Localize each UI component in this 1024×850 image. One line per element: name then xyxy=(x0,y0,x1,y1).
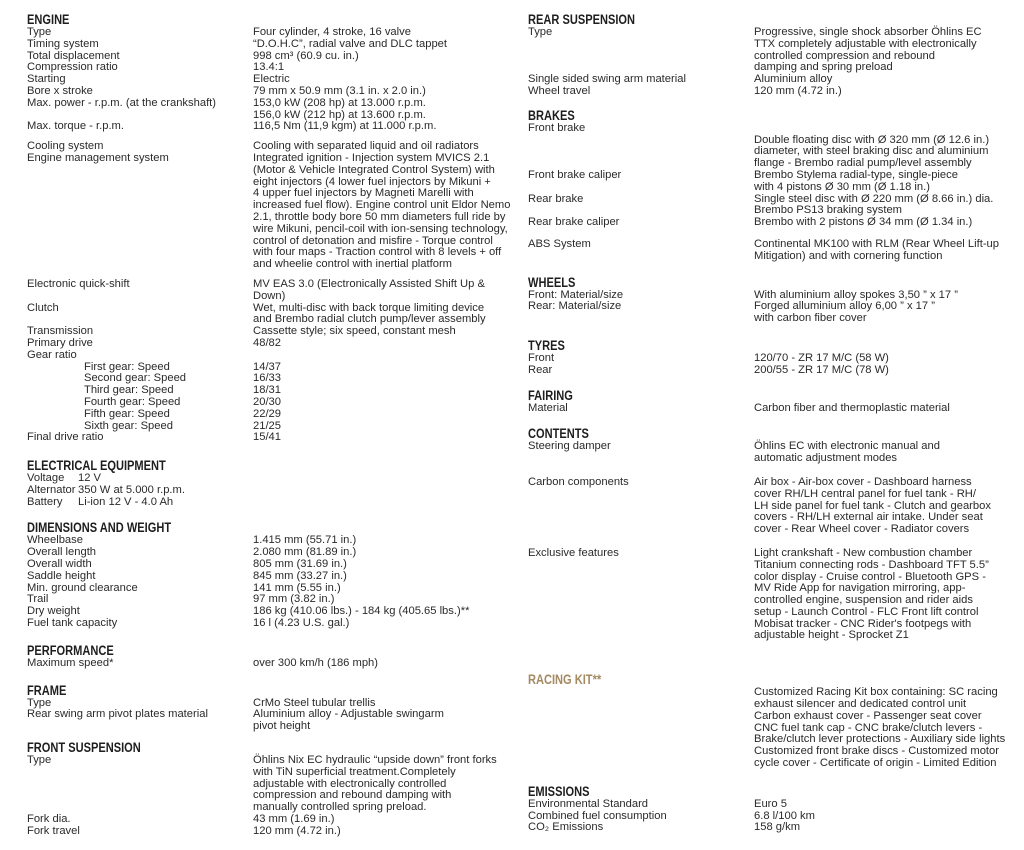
spec-label: Starting xyxy=(27,73,66,86)
spec-label: Overall length xyxy=(27,546,97,559)
spec-value: Brembo with 2 pistons Ø 34 mm (Ø 1.34 in.) xyxy=(754,216,973,229)
spec-label: CO₂ Emissions xyxy=(528,821,604,834)
spec-label: Min. ground clearance xyxy=(27,581,138,594)
section-heading: WHEELS xyxy=(528,274,576,290)
spec-value: Cooling with separated liquid and oil radiators xyxy=(253,140,479,153)
spec-label: Second gear: Speed xyxy=(84,372,187,385)
spec-value: With aluminium alloy spokes 3,50 ” x 17 ” xyxy=(754,288,958,301)
spec-row xyxy=(528,239,1020,263)
spec-value: Aluminium alloy xyxy=(754,73,833,86)
spec-label: Type xyxy=(27,754,52,767)
spec-row xyxy=(27,279,517,303)
spec-value: Customized Racing Kit box containing: SC racing exhaust silencer and dedicated control unit Carbon exhaust cover - Passenger seat cover CNC fuel tank cap - CNC brake/clutch levers - Brake/clutch lever protections - Auxiliary side lights Customized front brake discs - Customized motor cycle cover - Certificate of origin - Limited Edition xyxy=(754,686,1006,770)
spec-row xyxy=(27,303,517,327)
right-spec-column xyxy=(528,12,1020,834)
spec-label: First gear: Speed xyxy=(84,360,170,373)
spec-label: Exclusive features xyxy=(528,546,619,559)
spec-value: Öhlins Nix EC hydraulic “upside down” front forks with TiN superficial treatment.Completely adjustable with electronically controlled compression and rebound damping with manually controlled spring preload. xyxy=(253,754,497,814)
spec-value: Single steel disc with Ø 220 mm (Ø 8.66 in.) dia. Brembo PS13 braking system xyxy=(754,192,994,217)
spec-value: 13.4:1 xyxy=(253,61,285,74)
spec-label: Total displacement xyxy=(27,49,120,62)
section-rear-suspension xyxy=(528,12,1020,98)
spec-label: Overall width xyxy=(27,558,92,571)
spec-label: Gear ratio xyxy=(27,348,77,361)
spec-value: Electric xyxy=(253,73,290,86)
spec-row xyxy=(27,755,517,814)
spec-value: 48/82 xyxy=(253,336,281,349)
spec-label: Bore x stroke xyxy=(27,84,93,97)
spec-label: Carbon components xyxy=(528,475,629,488)
spec-value: 16/33 xyxy=(253,372,281,385)
spec-label: Saddle height xyxy=(27,569,96,582)
section-heading: REAR SUSPENSION xyxy=(528,12,636,27)
spec-label: Single sided swing arm material xyxy=(528,73,686,86)
spec-value: 79 mm x 50.9 mm (3.1 in. x 2.0 in.) xyxy=(253,84,426,97)
spec-value: 6.8 l/100 km xyxy=(754,809,815,822)
spec-label: Wheelbase xyxy=(27,534,83,547)
spec-label: Primary drive xyxy=(27,336,93,349)
spec-row xyxy=(27,39,517,51)
spec-row xyxy=(528,27,1020,74)
spec-label: Alternator xyxy=(27,483,76,496)
spec-value: 186 kg (410.06 lbs.) - 184 kg (405.65 lbs.)** xyxy=(253,605,470,618)
spec-value: “D.O.H.C”, radial valve and DLC tappet xyxy=(253,37,447,50)
spec-value: 158 g/km xyxy=(754,821,801,834)
spec-value: 998 cm³ (60.9 cu. in.) xyxy=(253,49,359,62)
section-dimensions-and-weight xyxy=(27,520,517,629)
spec-label: Max. torque - r.p.m. xyxy=(27,120,124,133)
spec-label: Combined fuel consumption xyxy=(528,809,667,822)
spec-row xyxy=(528,170,1020,194)
spec-label: Rear brake xyxy=(528,192,584,205)
spec-value: Forged alluminium alloy 6,00 ” x 17 ” with carbon fiber cover xyxy=(754,300,935,325)
spec-label: Engine management system xyxy=(27,151,169,164)
spec-label: Fork dia. xyxy=(27,813,71,826)
spec-row xyxy=(27,397,517,409)
spec-label: Transmission xyxy=(27,325,94,338)
spec-label: Wheel travel xyxy=(528,84,591,97)
spec-value: 120 mm (4.72 in.) xyxy=(253,824,341,837)
spec-row xyxy=(528,353,1020,365)
spec-label: Rear swing arm pivot plates material xyxy=(27,708,208,721)
spec-value: 12 V xyxy=(78,472,102,485)
section-heading: CONTENTS xyxy=(528,426,589,442)
spec-label: Material xyxy=(528,401,568,414)
spec-row xyxy=(27,350,517,362)
spec-label: Third gear: Speed xyxy=(84,384,174,397)
spec-value: 805 mm (31.69 in.) xyxy=(253,558,347,571)
spec-label: Front brake caliper xyxy=(528,168,622,181)
spec-row xyxy=(27,98,517,122)
spec-value: MV EAS 3.0 (Electronically Assisted Shift Up & Down) xyxy=(253,277,485,302)
spec-label: Clutch xyxy=(27,301,59,314)
spec-label: Type xyxy=(27,26,52,38)
spec-label: Fork travel xyxy=(27,824,80,837)
spec-value: 97 mm (3.82 in.) xyxy=(253,593,335,606)
spec-value: 120/70 - ZR 17 M/C (58 W) xyxy=(754,351,889,364)
spec-value: Air box - Air-box cover - Dashboard harness cover RH/LH central panel for fuel tank - RH/ LH side panel for fuel tank - Clutch and gearbox covers - RH/LH external air intake. Under seat cover - Rear Wheel cover - Radiator covers xyxy=(754,475,991,536)
spec-value: Progressive, single shock absorber Öhlins EC TTX completely adjustable with electronically controlled compression and rebound damping and spring preload xyxy=(754,26,982,74)
spec-label: Cooling system xyxy=(27,140,104,153)
spec-value: 15/41 xyxy=(253,431,281,444)
spec-row xyxy=(528,123,1020,135)
spec-value: 14/37 xyxy=(253,360,281,373)
section-emissions xyxy=(528,784,1020,834)
spec-value: over 300 km/h (186 mph) xyxy=(253,656,378,669)
spec-value: 1.415 mm (55.71 in.) xyxy=(253,534,357,547)
spec-label: Steering damper xyxy=(528,440,611,453)
spec-row xyxy=(27,497,517,509)
spec-row xyxy=(27,153,517,271)
spec-row xyxy=(528,194,1020,218)
spec-value xyxy=(754,123,1020,135)
spec-label: Max. power - r.p.m. (at the crankshaft) xyxy=(27,96,217,109)
spec-value: 18/31 xyxy=(253,384,281,397)
spec-row xyxy=(528,548,1020,642)
spec-label: Electronic quick-shift xyxy=(27,277,130,290)
spec-label: Environmental Standard xyxy=(528,797,649,810)
spec-value: 2.080 mm (81.89 in.) xyxy=(253,546,357,559)
spec-value: 116,5 Nm (11,9 kgm) at 11.000 r.p.m. xyxy=(253,120,437,133)
spec-label: Sixth gear: Speed xyxy=(84,419,173,432)
spec-label: Fifth gear: Speed xyxy=(84,407,170,420)
spec-label: Timing system xyxy=(27,37,99,50)
left-spec-column xyxy=(27,12,517,838)
spec-row xyxy=(27,618,517,630)
section-fairing xyxy=(528,388,1020,415)
spec-value: 20/30 xyxy=(253,395,281,408)
spec-value: Brembo Stylema radial-type, single-piece with 4 pistons Ø 30 mm (Ø 1.18 in.) xyxy=(754,168,958,193)
section-racing-kit xyxy=(528,672,1020,770)
spec-label: Compression ratio xyxy=(27,61,118,74)
section-heading: TYRES xyxy=(528,337,565,353)
spec-value: 845 mm (33.27 in.) xyxy=(253,569,347,582)
spec-value: Öhlins EC with electronic manual and automatic adjustment modes xyxy=(754,440,940,465)
spec-value: Euro 5 xyxy=(754,797,787,810)
spec-value: 16 l (4.23 U.S. gal.) xyxy=(253,617,350,630)
spec-value: Aluminium alloy - Adjustable swingarm pivot height xyxy=(253,708,444,733)
spec-label: Type xyxy=(27,696,52,709)
spec-value: 43 mm (1.69 in.) xyxy=(253,813,335,826)
spec-row xyxy=(528,822,1020,834)
spec-row xyxy=(27,338,517,350)
spec-row xyxy=(528,477,1020,536)
spec-label: Front xyxy=(528,351,555,364)
section-heading: PERFORMANCE xyxy=(27,642,114,658)
spec-value: Four cylinder, 4 stroke, 16 valve xyxy=(253,26,411,38)
section-contents xyxy=(528,426,1020,642)
spec-value: Carbon fiber and thermoplastic material xyxy=(754,401,950,414)
spec-value: CrMo Steel tubular trellis xyxy=(253,696,376,709)
section-engine xyxy=(27,12,517,444)
spec-value: 350 W at 5.000 r.p.m. xyxy=(78,483,185,496)
spec-value: Double floating disc with Ø 320 mm (Ø 12.6 in.) diameter, with steel braking disc and aluminium flange - Brembo radial pump/level assembly xyxy=(754,133,990,170)
spec-label: Front brake xyxy=(528,121,586,134)
spec-label: Rear xyxy=(528,363,553,376)
spec-row xyxy=(528,86,1020,98)
spec-value xyxy=(253,350,517,362)
section-front-suspension xyxy=(27,740,517,838)
spec-value: Integrated ignition - Injection system MVICS 2.1 (Motor & Vehicle Integrated Control System) with eight injectors (4 lower fuel injectors by Mikuni + 4 upper fuel injectors by Magneti Marelli with increased fuel flow). Engine control unit Eldor Nemo 2.1, throttle body bore 50 mm diameters full ride by wire Mikuni, pencil-coil with ion-sensing technology, control of detonation and misfire - Torque control with four maps - Traction control with 8 levels + off and wheelie control with inertial platform xyxy=(253,151,511,271)
section-tyres xyxy=(528,338,1020,377)
section-electrical-equipment xyxy=(27,458,517,508)
section-heading: ELECTRICAL EQUIPMENT xyxy=(27,458,166,474)
spec-label: Voltage xyxy=(27,472,65,485)
spec-row xyxy=(528,365,1020,377)
spec-row xyxy=(27,658,517,670)
spec-label: Front: Material/size xyxy=(528,288,624,301)
spec-label: Rear: Material/size xyxy=(528,300,622,313)
section-heading: EMISSIONS xyxy=(528,783,590,799)
spec-label: Fuel tank capacity xyxy=(27,617,118,630)
section-wheels xyxy=(528,275,1020,325)
spec-value: Light crankshaft - New combustion chamber Titanium connecting rods - Dashboard TFT 5.5” color display - Cruise control - Bluetooth GPS - MV Ride App for navigation mirroring, app- controlled engine, suspension and rider aids setup - Launch Control - FLC Front lift control Mobisat tracker - CNC Rider's footpegs with adjustable height - Sprocket Z1 xyxy=(754,546,989,642)
spec-label: Type xyxy=(528,26,553,38)
section-heading: FRAME xyxy=(27,682,67,698)
section-heading: BRAKES xyxy=(528,107,575,123)
spec-value: 22/29 xyxy=(253,407,281,420)
spec-row xyxy=(27,709,517,733)
section-heading: RACING KIT** xyxy=(528,672,602,688)
section-frame xyxy=(27,683,517,733)
spec-label: Fourth gear: Speed xyxy=(84,395,181,408)
spec-value: 141 mm (5.55 in.) xyxy=(253,581,341,594)
section-heading: ENGINE xyxy=(27,12,70,27)
section-brakes xyxy=(528,108,1020,263)
spec-row xyxy=(27,86,517,98)
spec-row xyxy=(528,403,1020,415)
spec-row xyxy=(528,217,1020,229)
spec-value: 21/25 xyxy=(253,419,281,432)
spec-row xyxy=(27,826,517,838)
spec-value: Wet, multi-disc with back torque limiting device and Brembo radial clutch pump/lever assembly xyxy=(253,301,486,326)
spec-label: Trail xyxy=(27,593,49,606)
spec-value: 200/55 - ZR 17 M/C (78 W) xyxy=(754,363,889,376)
spec-label: Battery xyxy=(27,495,63,508)
spec-value: Continental MK100 with RLM (Rear Wheel Lift-up Mitigation) and with cornering function xyxy=(754,237,999,262)
section-heading: DIMENSIONS AND WEIGHT xyxy=(27,520,172,536)
spec-label: Maximum speed* xyxy=(27,656,114,669)
spec-value: Cassette style; six speed, constant mesh xyxy=(253,325,456,338)
spec-row xyxy=(528,799,1020,811)
spec-row xyxy=(27,121,517,133)
spec-value: Li-ion 12 V - 4.0 Ah xyxy=(78,495,174,508)
spec-row xyxy=(528,135,1020,170)
spec-row xyxy=(27,432,517,444)
spec-value: 120 mm (4.72 in.) xyxy=(754,84,842,97)
spec-row xyxy=(528,441,1020,465)
spec-row xyxy=(27,409,517,421)
section-heading: FAIRING xyxy=(528,387,573,403)
spec-label: Final drive ratio xyxy=(27,431,104,444)
spec-label: ABS System xyxy=(528,237,591,250)
section-performance xyxy=(27,643,517,670)
section-heading: FRONT SUSPENSION xyxy=(27,740,141,756)
spec-label: Rear brake caliper xyxy=(528,216,620,229)
spec-row xyxy=(27,571,517,583)
spec-row xyxy=(528,687,1020,770)
spec-label: Dry weight xyxy=(27,605,80,618)
spec-value: 153,0 kW (208 hp) at 13.000 r.p.m. 156,0 kW (212 hp) at 13.600 r.p.m. xyxy=(253,96,426,121)
spec-row xyxy=(528,301,1020,325)
